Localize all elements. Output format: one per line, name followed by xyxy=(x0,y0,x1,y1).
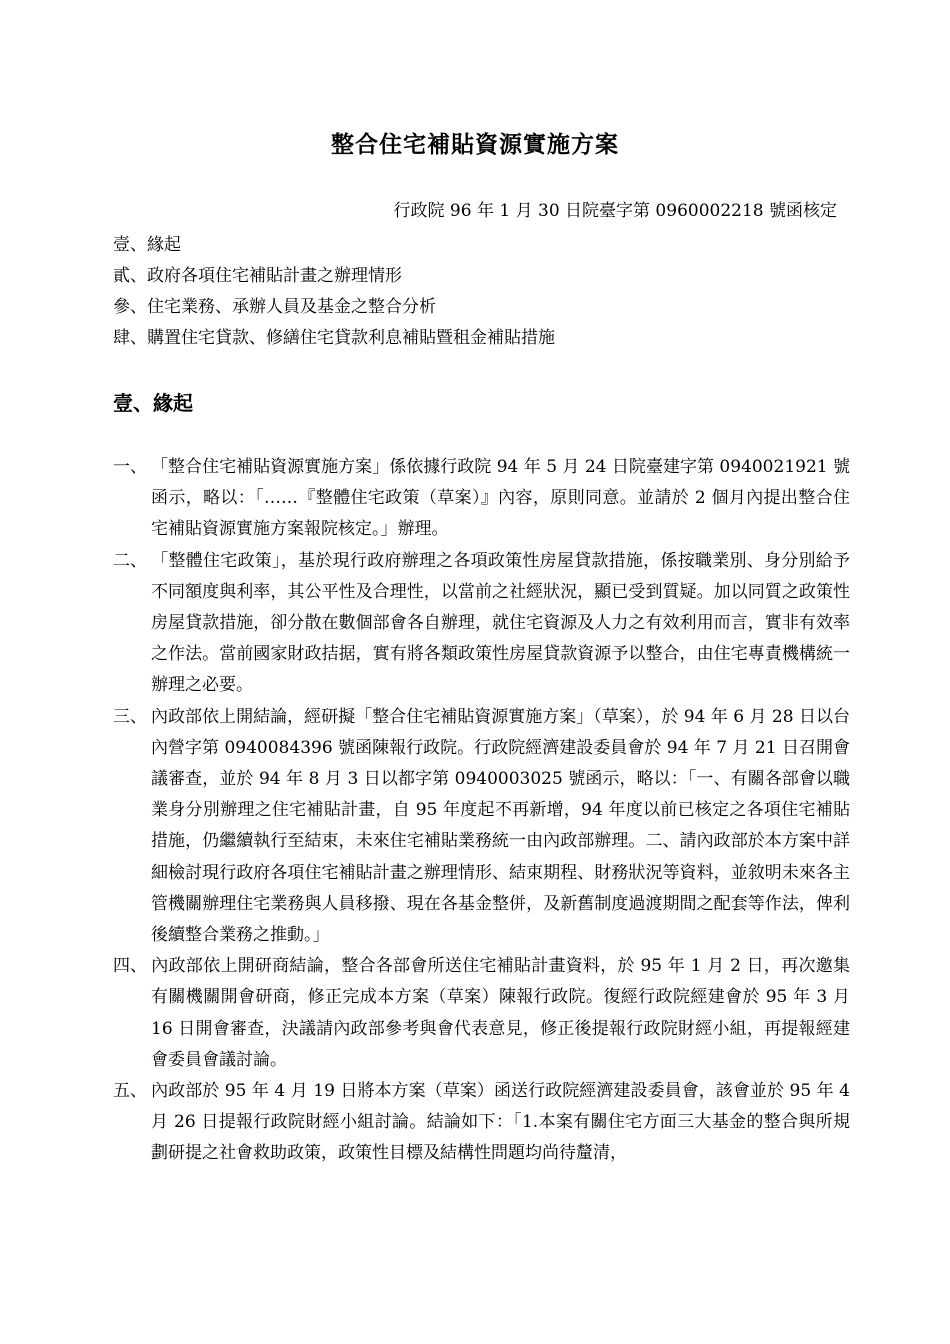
paragraph-number: 一、 xyxy=(113,457,147,477)
section-heading: 壹、緣起 xyxy=(113,391,193,415)
document-title: 整合住宅補貼資源實施方案 xyxy=(331,132,619,158)
toc-item: 肆、購置住宅貸款、修繕住宅貸款利息補貼暨租金補貼措施 xyxy=(113,328,555,348)
numbered-paragraph xyxy=(113,546,850,702)
paragraph-text: 內政部依上開研商結論，整合各部會所送住宅補貼計畫資料，於 95 年 1 月 2 日，再次邀集有關機關開會研商，修正完成本方案（草案）陳報行政院。復經行政院經建會於 95 年 3 月 16 日開會審查，決議請內政部參考與會代表意見，修正後提報行政院財經小組，再提報經建會委員會議討論。 xyxy=(151,956,850,1070)
paragraph-number: 五、 xyxy=(113,1081,147,1102)
paragraph-text: 內政部於 95 年 4 月 19 日將本方案（草案）函送行政院經濟建設委員會，該會並於 95 年 4 月 26 日提報行政院財經小組討論。結論如下：「1.本案有關住宅方面三大基金的整合與所規劃研提之社會救助政策，政策性目標及結構性問題均尚待釐清， xyxy=(151,1081,850,1164)
numbered-paragraph xyxy=(113,702,850,952)
toc-item: 壹、緣起 xyxy=(113,235,181,255)
paragraph-number: 四、 xyxy=(113,956,147,977)
paragraph-text: 「整合住宅補貼資源實施方案」係依據行政院 94 年 5 月 24 日院臺建字第 0940021921 號函示，略以：「……『整體住宅政策（草案）』內容，原則同意。並請於 2 個月內提出整合住宅補貼資源實施方案報院核定。」辦理。 xyxy=(151,457,850,540)
paragraph-text: 「整體住宅政策」，基於現行政府辦理之各項政策性房屋貸款措施，係按職業別、身分別給予不同額度與利率，其公平性及合理性，以當前之社經狀況，顯已受到質疑。加以同質之政策性房屋貸款措施，卻分散在數個部會各自辦理，就住宅資源及人力之有效利用而言，實非有效率之作法。當前國家財政拮据，實有將各類政策性房屋貸款資源予以整合，由住宅專責機構統一辦理之必要。 xyxy=(151,550,850,696)
numbered-paragraph xyxy=(113,1076,850,1170)
paragraph-text: 內政部依上開結論，經研擬「整合住宅補貼資源實施方案」（草案），於 94 年 6 月 28 日以台內營字第 0940084396 號函陳報行政院。行政院經濟建設委員會於 94 年 7 月 21 日召開會議審查，並於 94 年 8 月 3 日以都字第 0940003025 號函示，略以：「一、有關各部會以職業身分別辦理之住宅補貼計畫，自 95 年度起不再新增，94 年度以前已核定之各項住宅補貼措施，仍繼續執行至結束，未來住宅補貼業務統一由內政部辦理。二、請內政部於本方案中詳細檢討現行政府各項住宅補貼計畫之辦理情形、結束期程、財務狀況等資料，並敘明未來各主管機關辦理住宅業務與人員移撥、現在各基金整併，及新舊制度過渡期間之配套等作法，俾利後續整合業務之推動。」 xyxy=(151,706,850,946)
numbered-paragraph xyxy=(113,452,850,546)
table-of-contents xyxy=(113,230,555,354)
toc-item: 參、住宅業務、承辦人員及基金之整合分析 xyxy=(113,297,436,317)
numbered-paragraph xyxy=(113,951,850,1076)
paragraph-list xyxy=(113,452,850,1170)
toc-item: 貳、政府各項住宅補貼計畫之辦理情形 xyxy=(113,266,402,286)
paragraph-number: 三、 xyxy=(113,706,147,727)
approval-line: 行政院 96 年 1 月 30 日院臺字第 0960002218 號函核定 xyxy=(393,201,837,221)
paragraph-number: 二、 xyxy=(113,550,147,571)
